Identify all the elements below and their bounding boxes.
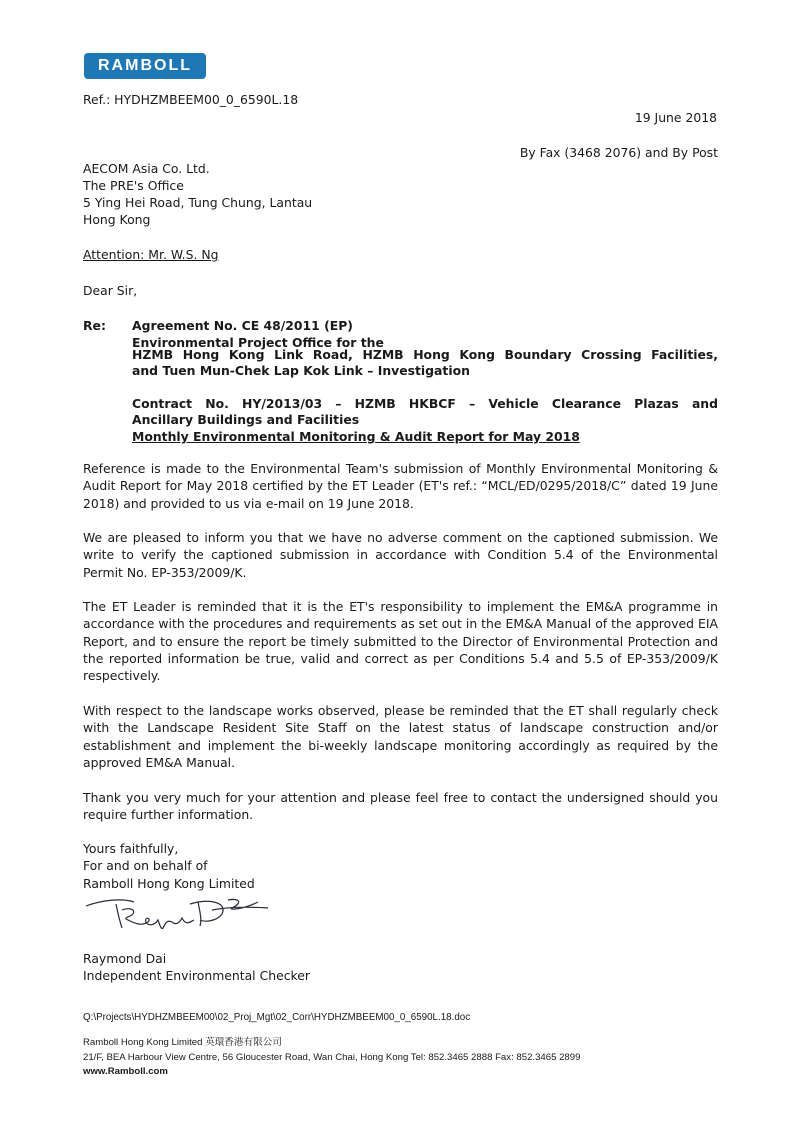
address-line: AECOM Asia Co. Ltd.: [83, 161, 210, 176]
footer-company: Ramboll Hong Kong Limited 英環香港有限公司: [83, 1037, 282, 1048]
salutation: Dear Sir,: [83, 283, 138, 298]
subject-line: Agreement No. CE 48/2011 (EP): [132, 318, 353, 333]
footer-website[interactable]: www.Ramboll.com: [83, 1066, 168, 1077]
closing-line: Ramboll Hong Kong Limited: [83, 876, 255, 891]
body-paragraph: Thank you very much for your attention and please feel free to contact the undersigned should you require further information.: [83, 790, 718, 823]
report-title: Monthly Environmental Monitoring & Audit Report for May 2018: [132, 429, 580, 444]
contract-line: Contract No. HY/2013/03 – HZMB HKBCF – Vehicle Clearance Plazas and: [132, 396, 718, 411]
closing-line: For and on behalf of: [83, 858, 208, 873]
subject-line: and Tuen Mun-Chek Lap Kok Link – Investigation: [132, 363, 470, 378]
body-paragraph: The ET Leader is reminded that it is the ET's responsibility to implement the EM&A programme in accordance with the procedures and requirements as set out in the EM&A Manual of the approved EIA Report, and to ensure the report be timely submitted to the Director of Environmental Protection and the reported information be true, valid and correct as per Conditions 5.4 and 5.5 of EP-353/2009/K respectively.: [83, 599, 718, 684]
signer-name: Raymond Dai: [83, 951, 167, 966]
subject-line: Environmental Project Office for the: [132, 335, 384, 350]
attention-line: Attention: Mr. W.S. Ng: [83, 247, 219, 262]
signer-title: Independent Environmental Checker: [83, 968, 310, 983]
closing-line: Yours faithfully,: [83, 841, 179, 856]
ramboll-logo: [84, 53, 206, 79]
re-label: Re:: [83, 318, 106, 333]
address-line: 5 Ying Hei Road, Tung Chung, Lantau: [83, 195, 313, 210]
subject-line: HZMB Hong Kong Link Road, HZMB Hong Kong Boundary Crossing Facilities,: [132, 347, 718, 362]
letter-date: 19 June 2018: [634, 110, 717, 125]
body-paragraph: Reference is made to the Environmental Team's submission of Monthly Environmental Monitoring & Audit Report for May 2018 certified by the ET Leader (ET's ref.: “MCL/ED/0295/2018/C” dated 19 June 2018) and provided to us via e-mail on 19 June 2018.: [83, 461, 718, 511]
logo-text: RAMBOLL: [98, 57, 192, 74]
delivery-method: By Fax (3468 2076) and By Post: [519, 145, 718, 160]
address-line: The PRE's Office: [83, 178, 184, 193]
footer-address: 21/F, BEA Harbour View Centre, 56 Gloucester Road, Wan Chai, Hong Kong Tel: 852.3465 2888 Fax: 852.3465 2899: [83, 1052, 581, 1063]
body-paragraph: With respect to the landscape works observed, please be reminded that the ET shall regularly check with the Landscape Resident Site Staff on the latest status of landscape construction and/or establishment and implement the bi-weekly landscape monitoring accordingly as required by the approved EM&A Manual.: [83, 703, 718, 770]
signature-image: [82, 892, 272, 942]
file-path: Q:\Projects\HYDHZMBEEM00\02_Proj_Mgt\02_Corr\HYDHZMBEEM00_0_6590L.18.doc: [83, 1012, 471, 1023]
body-paragraph: We are pleased to inform you that we have no adverse comment on the captioned submission. We write to verify the captioned submission in accordance with Condition 5.4 of the Environmental Permit No. EP-353/2009/K.: [83, 530, 718, 580]
contract-line: Ancillary Buildings and Facilities: [132, 412, 360, 427]
reference-number: Ref.: HYDHZMBEEM00_0_6590L.18: [83, 92, 299, 107]
address-line: Hong Kong: [83, 212, 151, 227]
